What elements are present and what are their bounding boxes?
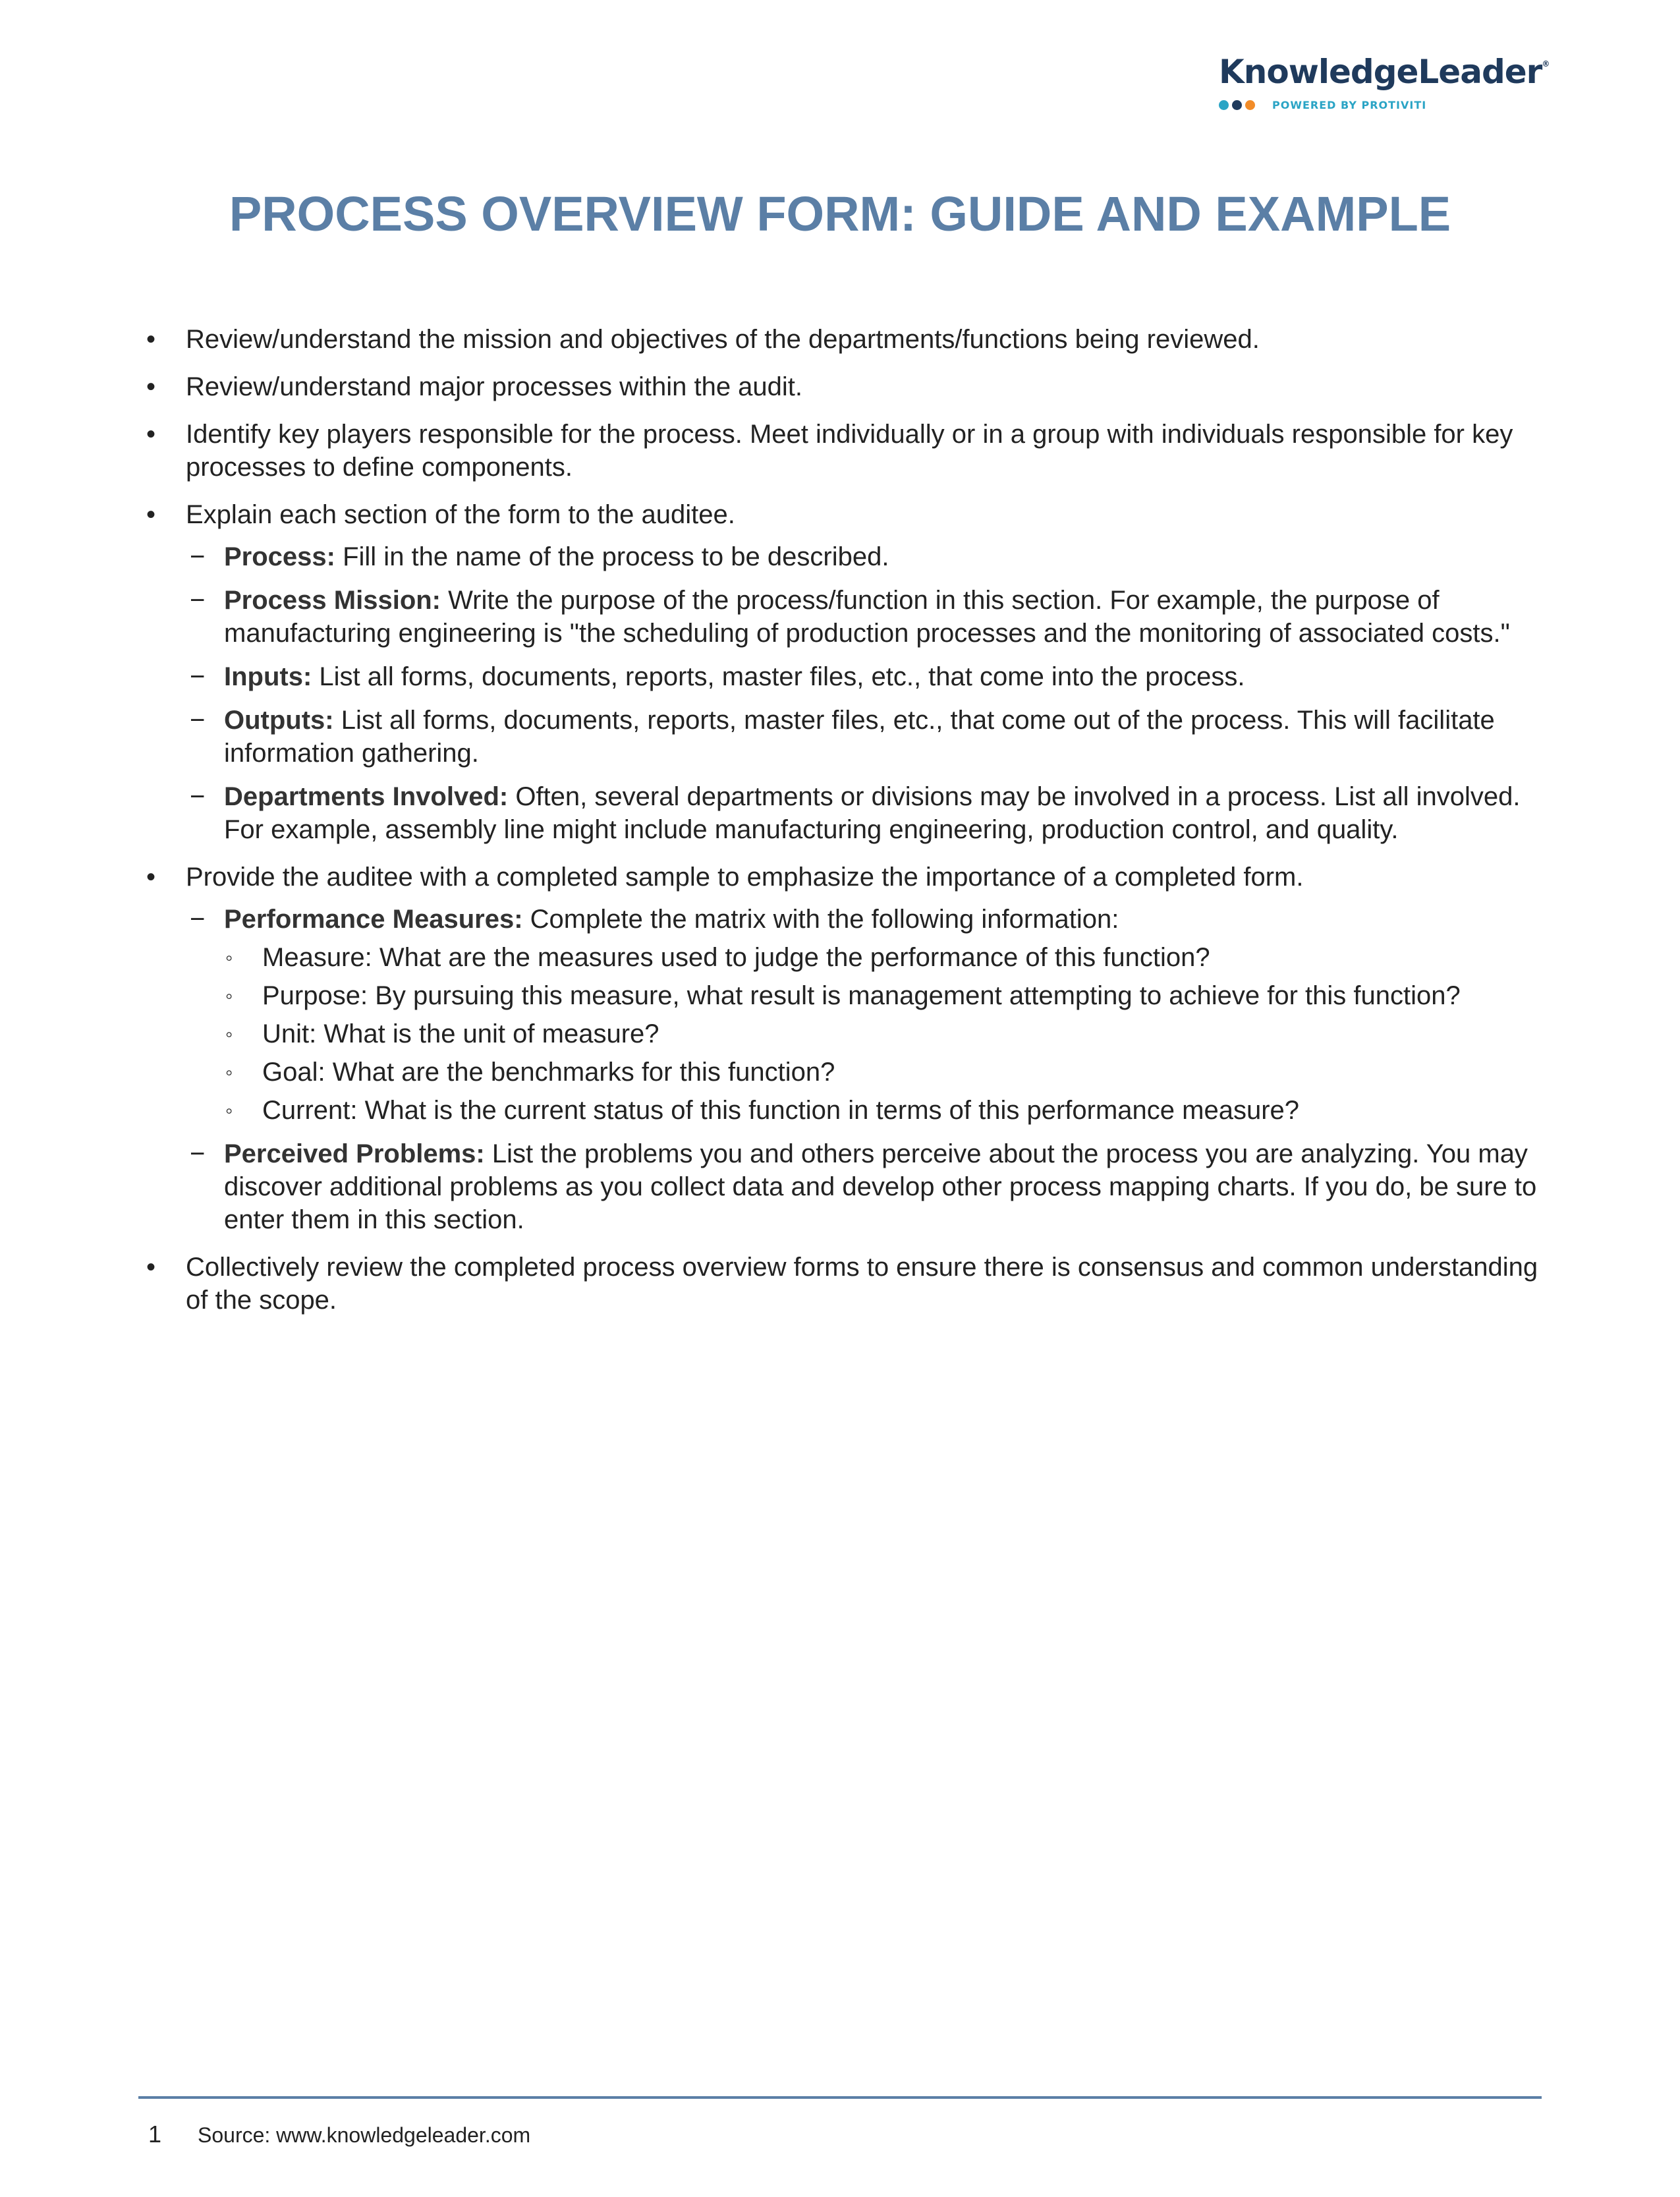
logo-dots-icon [1219, 100, 1255, 110]
sub-list-item: − Perceived Problems: List the problems you and others perceive about the process you are analyzing. You may discover additional problems as you collect data and develop other process mapping charts. If you do, be sure to enter them in this section. [190, 1139, 1537, 1234]
guide-content [138, 323, 1542, 1331]
logo-tagline-row [1219, 99, 1535, 111]
sub-sub-list-item: ◦ Goal: What are the benchmarks for this function? [225, 1058, 835, 1087]
source-text: Source: www.knowledgeleader.com [198, 2123, 531, 2147]
sub-list-item: − Performance Measures: Complete the matrix with the following information: [190, 905, 1119, 934]
sub-list-item: − Departments Involved: Often, several departments or divisions may be involved in a process. List all involved. For example, assembly line might include manufacturing engineering, production control, and quality. [190, 782, 1521, 844]
list-item: • Explain each section of the form to the auditee. [146, 500, 735, 529]
sub-sub-list-item: ◦ Purpose: By pursuing this measure, what result is management attempting to achieve for this function? [225, 981, 1461, 1010]
list-item: • Review/understand major processes within the audit. [146, 372, 803, 401]
list-item: • Identify key players responsible for the process. Meet individually or in a group with individuals responsible for key processes to define components. [146, 420, 1513, 482]
sub-list-item: − Outputs: List all forms, documents, reports, master files, etc., that come out of the process. This will facilitate information gathering. [190, 706, 1495, 768]
knowledgeleader-logo [1219, 53, 1550, 111]
list-item: • Review/understand the mission and objectives of the departments/functions being reviewed. [146, 325, 1260, 354]
list-item: • Collectively review the completed process overview forms to ensure there is consensus and common understanding of the scope. [146, 1253, 1538, 1315]
sub-list-item: − Process Mission: Write the purpose of the process/function in this section. For example, the purpose of manufacturing engineering is "the scheduling of production processes and the monitoring of associated costs." [190, 586, 1510, 648]
sub-sub-list-item: ◦ Measure: What are the measures used to judge the performance of this function? [225, 943, 1210, 972]
sub-sub-list-item: ◦ Current: What is the current status of this function in terms of this performance measure? [225, 1096, 1300, 1125]
footer-divider [138, 2096, 1542, 2099]
page-title: PROCESS OVERVIEW FORM: GUIDE AND EXAMPLE [229, 186, 1451, 241]
list-item: • Provide the auditee with a completed sample to emphasize the importance of a completed form. [146, 863, 1304, 892]
page-number: 1 [148, 2121, 162, 2148]
sub-sub-list-item: ◦ Unit: What is the unit of measure? [225, 1019, 659, 1048]
sub-list-item: − Process: Fill in the name of the process to be described. [190, 542, 889, 571]
logo-wordmark: KnowledgeLeader® [1219, 53, 1550, 91]
powered-by-text: POWERED BY PROTIVITI [1272, 99, 1427, 111]
sub-list-item: − Inputs: List all forms, documents, reports, master files, etc., that come into the process. [190, 662, 1245, 691]
